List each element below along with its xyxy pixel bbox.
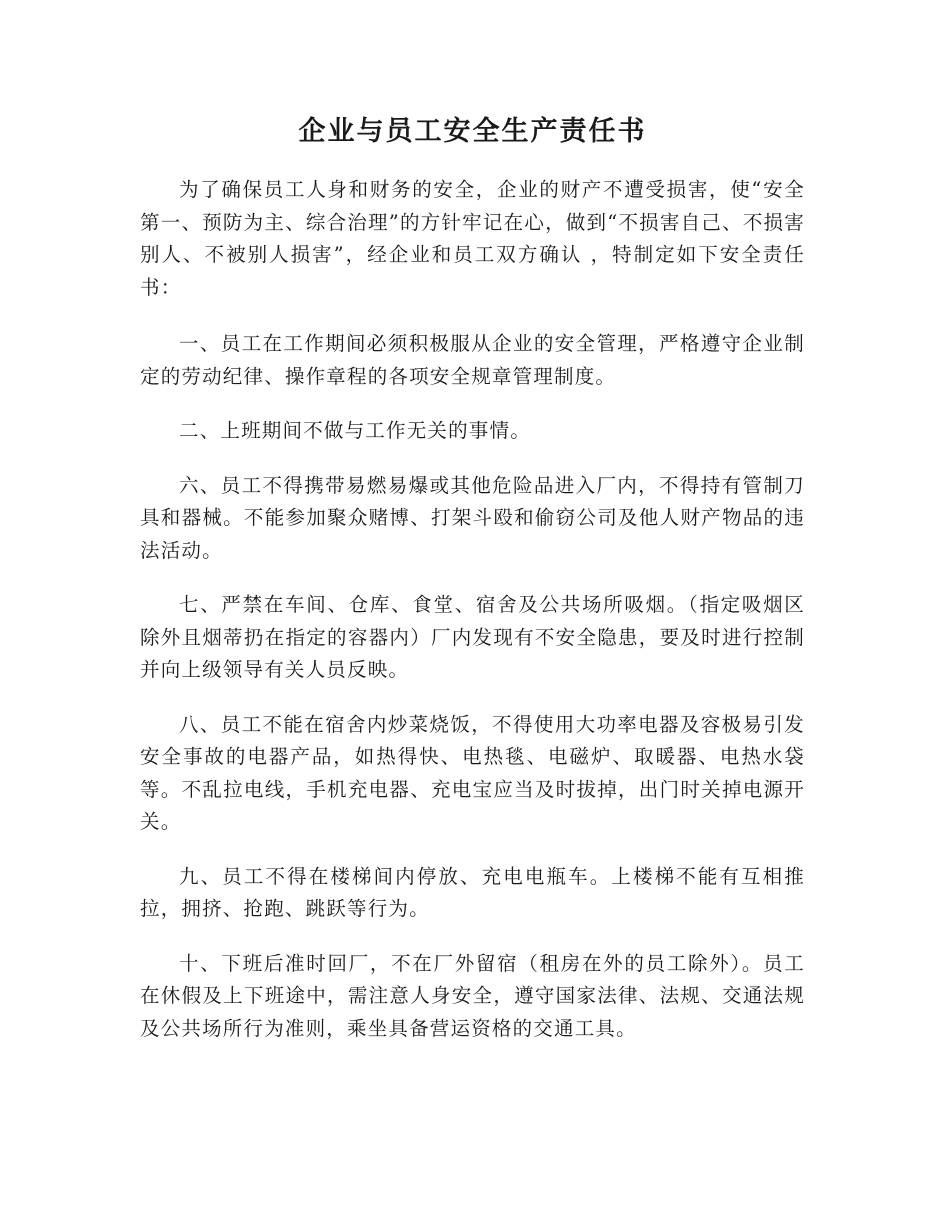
clause-6-paragraph: 六、员工不得携带易燃易爆或其他危险品进入厂内，不得持有管制刀具和器械。不能参加聚众赌博、打架斗殴和偷窃公司及他人财产物品的违法活动。 [140, 473, 805, 562]
document-page [140, 112, 805, 1067]
clause-10-paragraph: 十、下班后准时回厂，不在厂外留宿（租房在外的员工除外）。员工在休假及上下班途中，需注意人身安全，遵守国家法律、法规、交通法规及公共场所行为准则，乘坐具备营运资格的交通工具。 [140, 951, 805, 1040]
clause-8-paragraph: 八、员工不能在宿舍内炒菜烧饭，不得使用大功率电器及容极易引发安全事故的电器产品，如热得快、电热毯、电磁炉、取暖器、电热水袋等。不乱拉电线，手机充电器、充电宝应当及时拔掉，出门时关掉电源开关。 [140, 712, 805, 833]
clause-7-paragraph: 七、严禁在车间、仓库、食堂、宿舍及公共场所吸烟。（指定吸烟区除外且烟蒂扔在指定的容器内）厂内发现有不安全隐患，要及时进行控制并向上级领导有关人员反映。 [140, 593, 805, 681]
intro-paragraph: 为了确保员工人身和财务的安全，企业的财产不遭受损害，使“安全第一、预防为主、综合治理”的方针牢记在心，做到“不损害自己、不损害别人、不被别人损害”，经企业和员工双方确认 ，特制定如下安全责任书： [140, 178, 805, 299]
clause-2-paragraph: 二、上班期间不做与工作无关的事情。 [179, 419, 531, 442]
clause-1-paragraph: 一、员工在工作期间必须积极服从企业的安全管理，严格遵守企业制定的劳动纪律、操作章程的各项安全规章管理制度。 [140, 332, 805, 388]
clause-9-paragraph: 九、员工不得在楼梯间内停放、充电电瓶车。上楼梯不能有互相推拉，拥挤、抢跑、跳跃等行为。 [140, 864, 805, 920]
document-title: 企业与员工安全生产责任书 [298, 116, 647, 147]
